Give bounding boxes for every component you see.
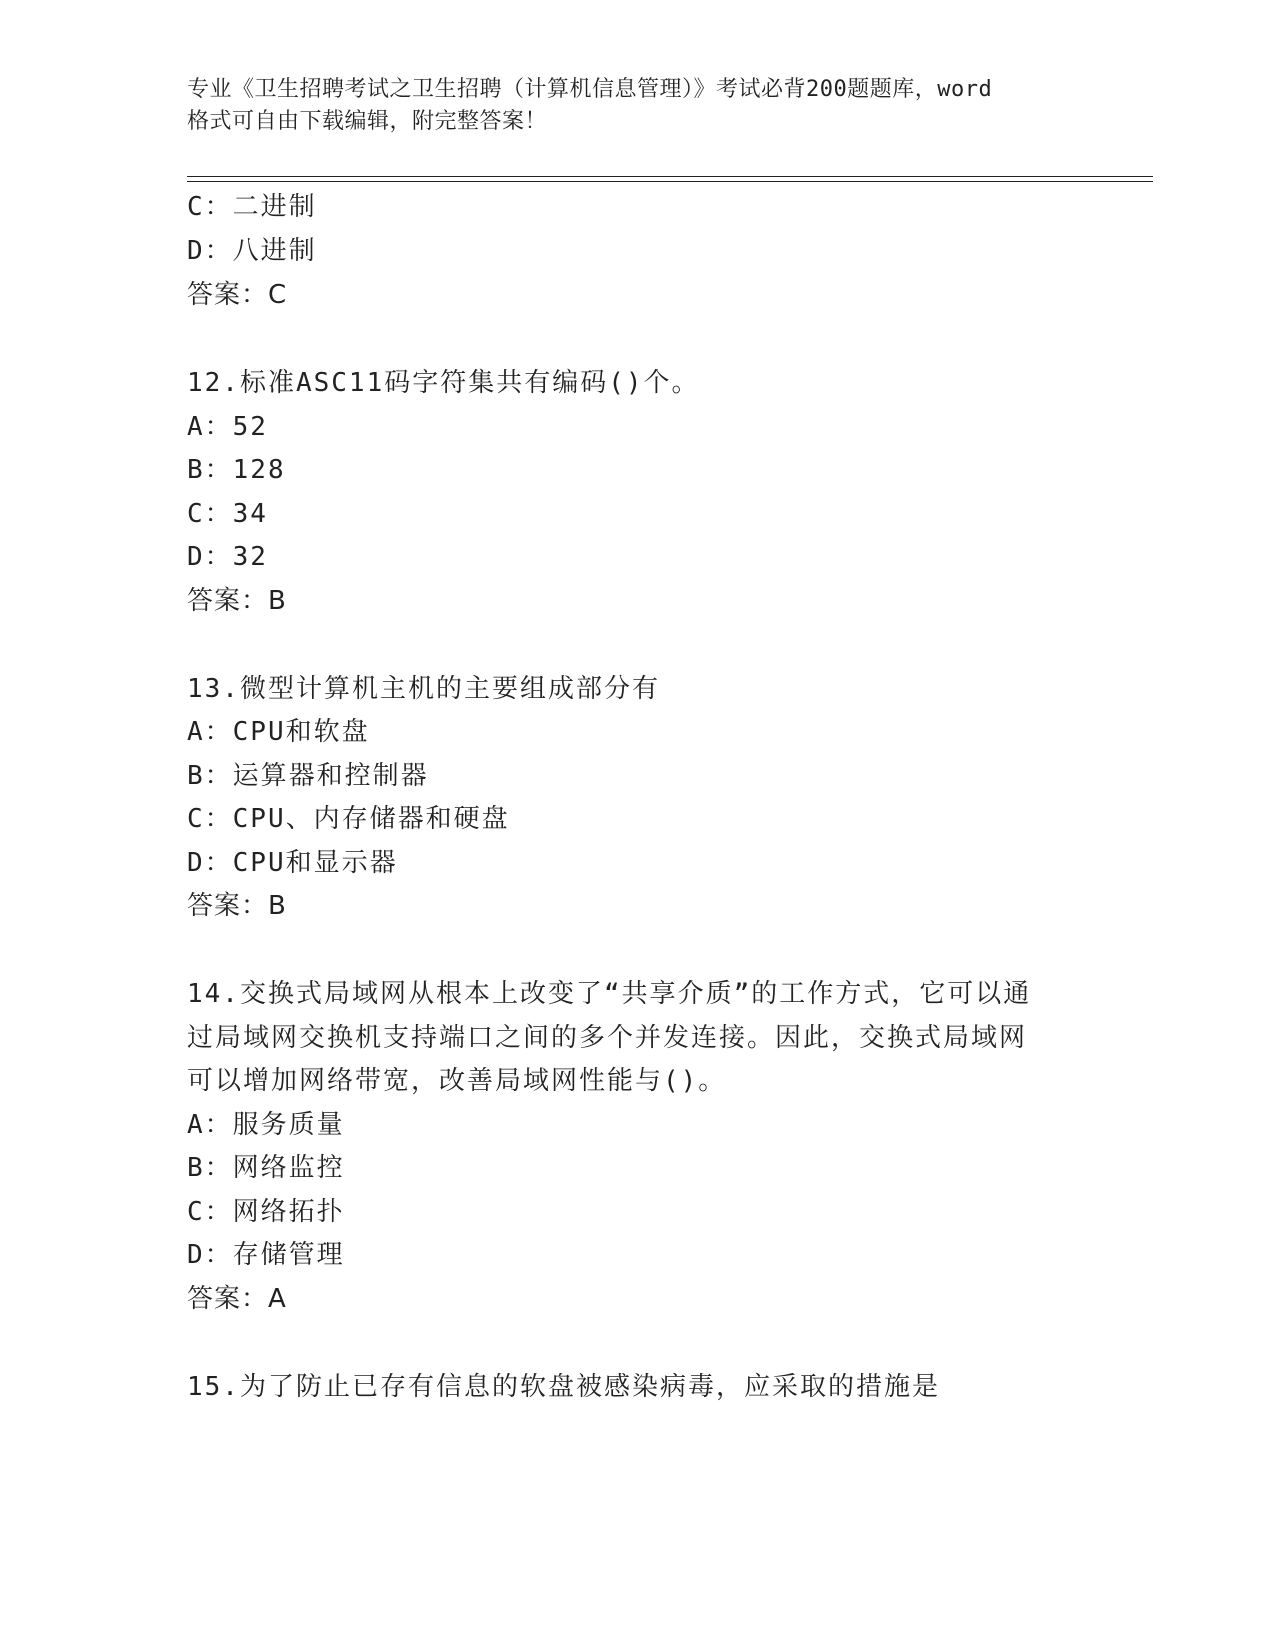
q13-option-b: B：运算器和控制器	[187, 761, 429, 791]
q13-option-d: D：CPU和显示器	[187, 848, 398, 878]
document-header	[187, 74, 1087, 138]
header-divider-top	[187, 176, 1153, 177]
q11-option-c: C：二进制	[187, 192, 317, 222]
header-line-1: 专业《卫生招聘考试之卫生招聘（计算机信息管理）》考试必背200题题库，word	[187, 77, 993, 102]
q12-option-a: A：52	[187, 412, 268, 442]
q12-stem: 12.标准ASC11码字符集共有编码()个。	[187, 368, 700, 398]
q13-answer: 答案：B	[187, 891, 287, 921]
q12-option-b: B：128	[187, 455, 286, 485]
q14-option-d: D：存储管理	[187, 1240, 345, 1270]
q12-option-c: C：34	[187, 499, 268, 529]
header-line-2: 格式可自由下载编辑，附完整答案！	[187, 109, 548, 134]
q13-stem: 13.微型计算机主机的主要组成部分有	[187, 674, 660, 704]
q13-option-c: C：CPU、内存储器和硬盘	[187, 804, 510, 834]
q14-option-b: B：网络监控	[187, 1153, 345, 1183]
q14-stem-line-1: 14.交换式局域网从根本上改变了“共享介质”的工作方式，它可以通	[187, 979, 1032, 1009]
q14-option-a: A：服务质量	[187, 1110, 345, 1140]
q11-option-d: D：八进制	[187, 236, 317, 266]
q14-stem-line-3: 可以增加网络带宽，改善局域网性能与()。	[187, 1066, 727, 1096]
q12-option-d: D：32	[187, 542, 268, 572]
q15-stem: 15.为了防止已存有信息的软盘被感染病毒，应采取的措施是	[187, 1372, 940, 1402]
q14-option-c: C：网络拓扑	[187, 1197, 345, 1227]
q14-stem-line-2: 过局域网交换机支持端口之间的多个并发连接。因此，交换式局域网	[187, 1023, 1028, 1053]
q12-answer: 答案：B	[187, 586, 287, 616]
q13-option-a: A：CPU和软盘	[187, 717, 370, 747]
header-divider-bottom	[187, 181, 1153, 182]
q14-answer: 答案：A	[187, 1284, 287, 1314]
q11-answer: 答案：C	[187, 280, 288, 310]
